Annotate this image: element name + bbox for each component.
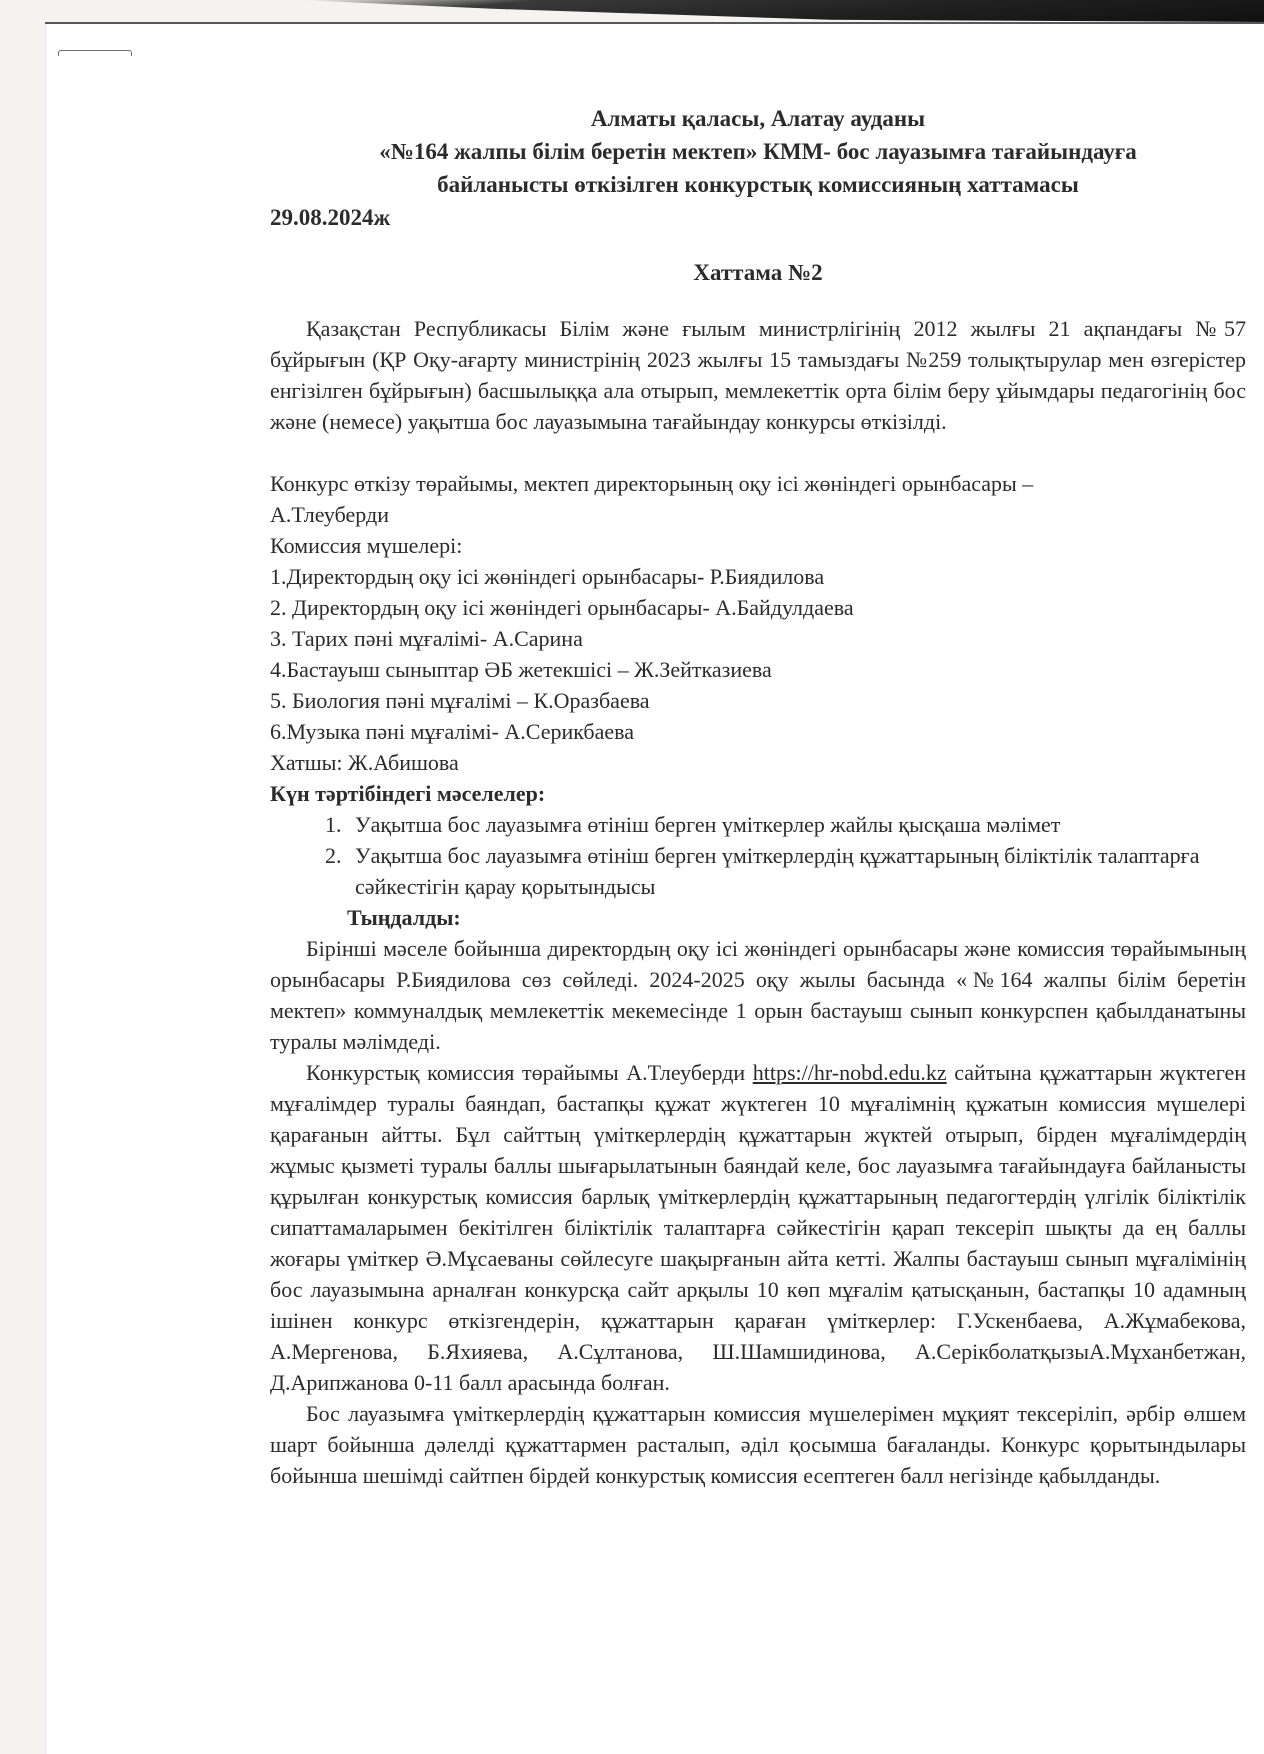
agenda-item: 2. Уақытша бос лауазымға өтініш берген үміткерлердің құжаттарының біліктілік талаптарға сәйкестігін қарау қорытындысы [347, 840, 1246, 902]
paragraph-2-text-a: Конкурстық комиссия төрайымы А.Тлеуберди [306, 1060, 753, 1085]
member-item: 5. Биология пәні мұғалімі – К.Оразбаева [270, 688, 650, 713]
agenda-label: Күн тәртібіндегі мәселелер: [270, 781, 546, 806]
chair-line: Конкурс өткізу төрайымы, мектеп директорының оқу ісі жөніндегі орынбасары – [270, 471, 1034, 496]
document-page [45, 22, 1264, 1754]
member-item: 1.Директордың оқу ісі жөніндегі орынбасары- Р.Биядилова [270, 564, 825, 589]
members-label: Комиссия мүшелері: [270, 533, 463, 558]
intro-paragraph: Қазақстан Республикасы Білім және ғылым министрлігінің 2012 жылғы 21 ақпандағы №57 бұйрығын (ҚР Оқу-ағарту министрінің 2023 жылғы 15 тамыздағы №259 толықтырулар мен өзгерістер енгізілген бұйрығын) басшылыққа ала отырып, мемлекеттік орта білім беру ұйымдары педагогінің бос және (немесе) уақытша бос лауазымына тағайындау конкурсы өткізілді. [270, 316, 1246, 434]
agenda-item: 1. Уақытша бос лауазымға өтініш берген үміткерлер жайлы қысқаша мәлімет [347, 809, 1246, 840]
paragraph-2 [270, 1057, 1246, 1398]
document-date: 29.08.2024ж [270, 205, 391, 230]
paragraph-1: Бірінші мәселе бойынша директордың оқу ісі жөніндегі орынбасары және комиссия төрайымының орынбасары Р.Биядилова сөз сөйледі. 2024-2025 оқу жылы басында «№164 жалпы білім беретін мектеп» коммуналдық мемлекеттік мекемесінде 1 орын бастауыш сынып конкурспен қабылданатыны туралы мәлімдеді. [270, 936, 1246, 1054]
spacer [270, 437, 1246, 468]
member-item: 6.Музыка пәні мұғалімі- А.Серикбаева [270, 719, 634, 744]
heading-line-3: байланысты өткізілген конкурстық комиссияның хаттамасы [437, 172, 1079, 197]
agenda-list [270, 809, 1246, 902]
protocol-title: Хаттама №2 [693, 260, 823, 285]
heard-label: Тыңдалды: [347, 905, 461, 930]
paragraph-2-text-b: сайтына құжаттарын жүктеген мұғалімдер туралы баяндап, бастапқы құжат жүктеген 10 мұғалімнің құжатын комиссия мүшелері қарағанын айтты. Бұл сайттың үміткерлердің құжаттарын жүктей отырып, бірден мұғалімдердің жұмыс қызметі туралы баллы шығарылатынын баяндай келе, бос лауазымға тағайындауға байланысты құрылған конкурстық комиссия барлық үміткерлердің құжаттарының педагогтердің үлгілік біліктілік сипаттамаларымен бекітілген біліктілік талаптарға сәйкестігін қарап тексеріп шықты да ең баллы жоғары үміткер Ә.Мұсаеваны сөйлесуге шақырғанын айта кетті. Жалпы бастауыш сынып мұғалімінің бос лауазымына арналған конкурсқа сайт арқылы 10 көп мұғалім қатысқанын, бастапқы 10 адамның ішінен конкурс өткізгендерін, құжаттарын қараған үміткерлер: Г.Ускенбаева, А.Жұмабекова, А.Мергенова, Б.Яхияева, А.Сұлтанова, Ш.Шамшидинова, А.СерікболатқызыА.Мұханбетжан, Д.Арипжанова 0-11 балл арасында болған. [270, 1060, 1246, 1395]
document-content [270, 102, 1246, 1491]
chair-name: А.Тлеуберди [270, 502, 389, 527]
secretary-line: Хатшы: Ж.Абишова [270, 750, 459, 775]
hr-nobd-link[interactable]: https://hr-nobd.edu.kz [752, 1060, 947, 1085]
member-item: 3. Тарих пәні мұғалімі- А.Сарина [270, 626, 583, 651]
heading-line-2: «№164 жалпы білім беретін мектеп» КММ- бос лауазымға тағайындауға [379, 139, 1137, 164]
scan-edge-shadow [300, 0, 1264, 22]
member-item: 2. Директордың оқу ісі жөніндегі орынбасары- А.Байдулдаева [270, 595, 854, 620]
heading-line-1: Алматы қаласы, Алатау ауданы [590, 106, 926, 131]
paragraph-3: Бос лауазымға үміткерлердің құжаттарын комиссия мүшелерімен мұқият тексеріліп, әрбір өлшем шарт бойынша дәлелді құжаттармен расталып, әділ қосымша бағаланды. Конкурс қорытындылары бойынша шешімді сайтпен бірдей конкурстық комиссия есептеген балл негізінде қабылданды. [270, 1401, 1246, 1488]
staple-mark [58, 50, 132, 56]
member-item: 4.Бастауыш сыныптар ӘБ жетекшісі – Ж.Зейтказиева [270, 657, 772, 682]
